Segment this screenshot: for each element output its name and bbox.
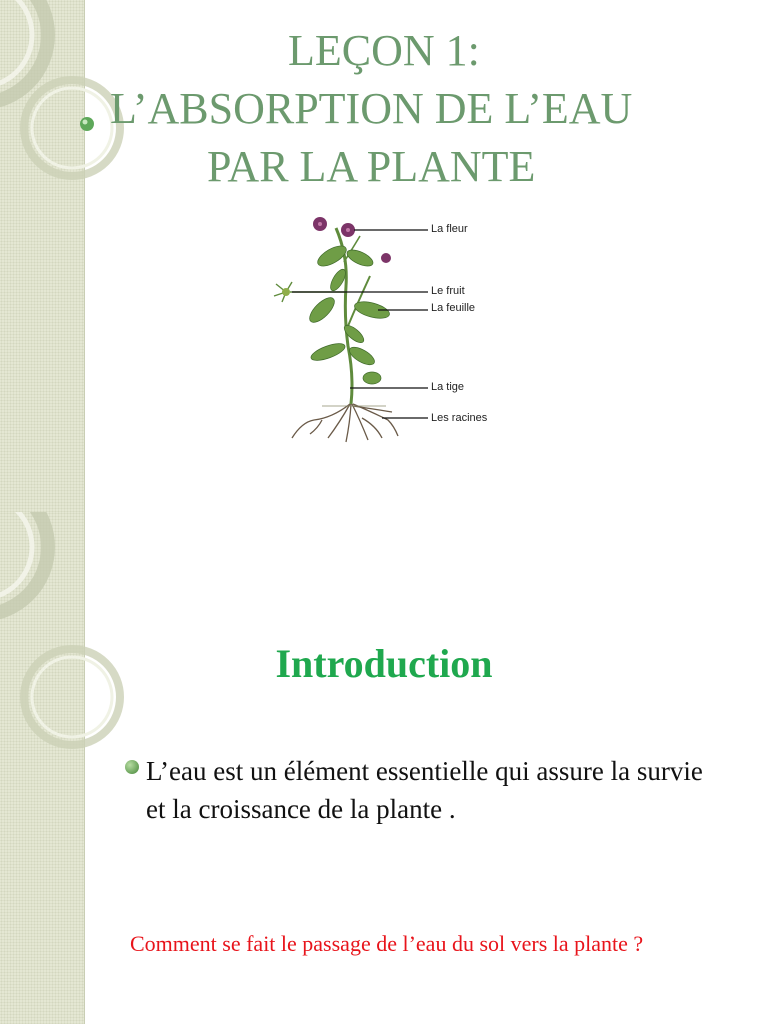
label-tige: La tige [431, 381, 465, 393]
circle-decoration [0, 512, 140, 1024]
slide-2 [0, 512, 768, 1024]
title-line-1: LEÇON 1: [288, 26, 480, 75]
label-fruit: Le fruit [431, 285, 465, 297]
section-heading: Introduction [275, 641, 493, 686]
bullet-text: L’eau est un élément essentielle qui assure la survie et la croissance de la plante . [146, 756, 703, 824]
lesson-title [90, 22, 760, 196]
title-line-2: L’ABSORPTION DE L’EAU [110, 84, 633, 133]
label-racines: Les racines [431, 412, 488, 424]
bullet-icon [125, 760, 139, 774]
plant-illustration [262, 206, 452, 452]
label-feuille: La feuille [431, 302, 476, 314]
title-line-3: PAR LA PLANTE [207, 142, 536, 191]
question-text: Comment se fait le passage de l’eau du sol vers la plante ? [130, 931, 644, 956]
label-fleur: La fleur [431, 223, 468, 235]
